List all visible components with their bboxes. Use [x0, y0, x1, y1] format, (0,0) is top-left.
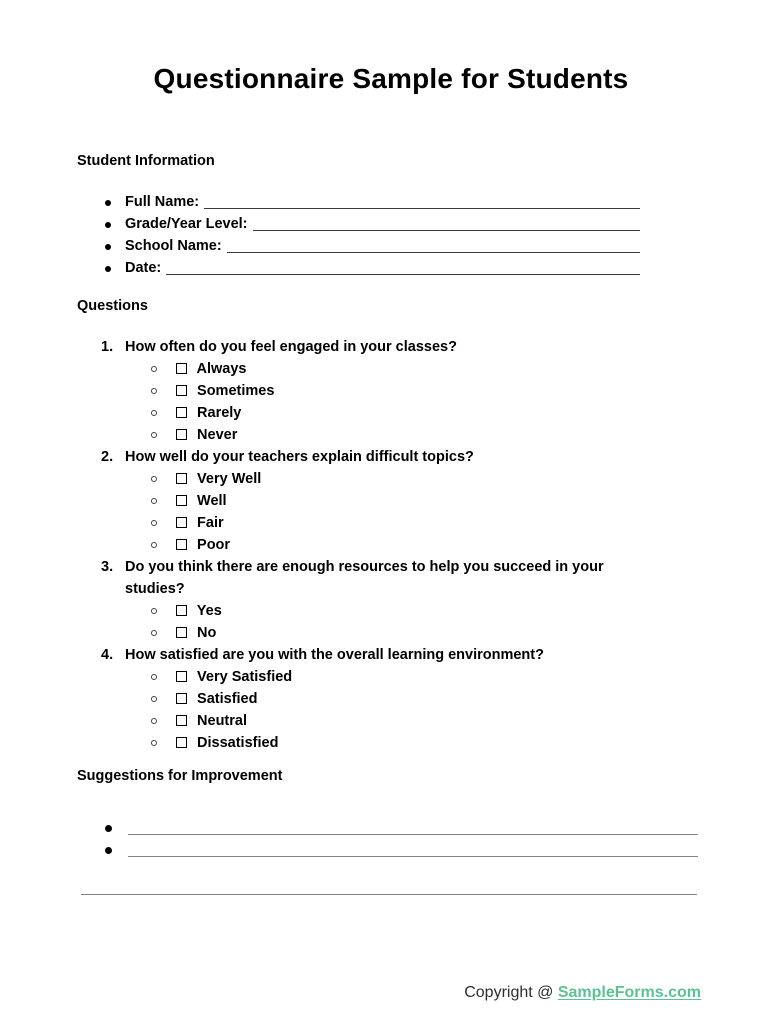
circle-bullet-icon	[151, 520, 157, 526]
circle-bullet-icon	[151, 410, 157, 416]
checkbox-icon	[176, 671, 187, 682]
bullet-icon	[105, 266, 111, 272]
field-row-grade-year-level	[77, 213, 640, 235]
checkbox-icon	[176, 539, 187, 550]
option-row	[77, 490, 662, 512]
circle-bullet-icon	[151, 630, 157, 636]
checkbox-icon	[176, 517, 187, 528]
checkbox-icon	[176, 737, 187, 748]
field-row-full-name	[77, 191, 640, 213]
option-label: Yes	[196, 603, 222, 619]
question-item	[77, 556, 662, 600]
option-row	[77, 424, 662, 446]
checkbox-icon	[176, 715, 187, 726]
option-row	[77, 622, 662, 644]
circle-bullet-icon	[151, 674, 157, 680]
option-row	[77, 534, 662, 556]
circle-bullet-icon	[151, 498, 157, 504]
option-row	[77, 600, 662, 622]
bullet-icon	[105, 200, 111, 206]
field-label: Grade/Year Level:	[125, 216, 248, 232]
checkbox-icon	[176, 363, 187, 374]
option-row	[77, 732, 662, 754]
field-row-school-name	[77, 235, 640, 257]
student-info-field-list	[77, 191, 640, 279]
checkbox-icon	[176, 627, 187, 638]
bullet-icon	[105, 847, 112, 854]
page-title: Questionnaire Sample for Students	[153, 63, 629, 94]
write-in-line	[128, 834, 698, 835]
bullet-icon	[105, 222, 111, 228]
circle-bullet-icon	[151, 432, 157, 438]
option-row	[77, 402, 662, 424]
circle-bullet-icon	[151, 740, 157, 746]
option-label: Rarely	[197, 405, 242, 421]
checkbox-icon	[176, 693, 187, 704]
bullet-icon	[105, 244, 111, 250]
option-label: Neutral	[197, 713, 247, 729]
blank-line-row	[77, 817, 782, 839]
question-text: How often do you feel engaged in your classes?	[125, 339, 457, 355]
write-in-line	[253, 230, 640, 231]
question-item	[77, 336, 662, 358]
write-in-line	[166, 274, 640, 275]
horizontal-divider	[81, 894, 697, 895]
question-item	[77, 644, 662, 666]
option-label: Sometimes	[197, 383, 275, 399]
option-label: Never	[197, 427, 238, 443]
option-row	[77, 666, 662, 688]
option-row	[77, 380, 662, 402]
suggestions-blank-lines	[77, 817, 782, 861]
question-number: 3.	[101, 559, 114, 575]
circle-bullet-icon	[151, 476, 157, 482]
checkbox-icon	[176, 473, 187, 484]
checkbox-icon	[176, 605, 187, 616]
field-label: Date:	[125, 260, 162, 276]
write-in-line	[128, 856, 698, 857]
option-label: Satisfied	[197, 691, 258, 707]
field-row-date	[77, 257, 640, 279]
copyright-text: Copyright @	[464, 984, 554, 1001]
question-number: 1.	[101, 339, 114, 355]
question-text: How well do your teachers explain difficult topics?	[125, 449, 474, 465]
checkbox-icon	[176, 429, 187, 440]
option-row	[77, 512, 662, 534]
circle-bullet-icon	[151, 696, 157, 702]
option-label: Always	[196, 361, 247, 377]
question-item	[77, 446, 662, 468]
option-label: Dissatisfied	[197, 735, 279, 751]
checkbox-icon	[176, 385, 187, 396]
write-in-line	[204, 208, 640, 209]
section-heading-student-information: Student Information	[77, 153, 215, 169]
field-label: Full Name:	[125, 194, 200, 210]
question-number: 2.	[101, 449, 114, 465]
write-in-line	[227, 252, 640, 253]
option-label: No	[197, 625, 217, 641]
option-label: Very Satisfied	[197, 669, 293, 685]
blank-line-row	[77, 839, 782, 861]
option-label: Well	[197, 493, 227, 509]
footer	[464, 983, 701, 1003]
option-label: Poor	[197, 537, 231, 553]
checkbox-icon	[176, 495, 187, 506]
section-heading-questions: Questions	[77, 298, 148, 314]
option-row	[77, 710, 662, 732]
checkbox-icon	[176, 407, 187, 418]
circle-bullet-icon	[151, 388, 157, 394]
bullet-icon	[105, 825, 112, 832]
question-text: How satisfied are you with the overall learning environment?	[125, 647, 544, 663]
questions-list	[77, 336, 662, 754]
option-row	[77, 358, 662, 380]
question-number: 4.	[101, 647, 114, 663]
section-heading-suggestions: Suggestions for Improvement	[77, 768, 283, 784]
field-label: School Name:	[125, 238, 222, 254]
circle-bullet-icon	[151, 718, 157, 724]
circle-bullet-icon	[151, 542, 157, 548]
circle-bullet-icon	[151, 608, 157, 614]
option-row	[77, 468, 662, 490]
option-label: Fair	[197, 515, 224, 531]
sampleforms-link[interactable]: SampleForms.com	[557, 984, 701, 1001]
option-row	[77, 688, 662, 710]
question-text: Do you think there are enough resources to help you succeed in your studies?	[125, 559, 604, 597]
circle-bullet-icon	[151, 366, 157, 372]
option-label: Very Well	[197, 471, 262, 487]
